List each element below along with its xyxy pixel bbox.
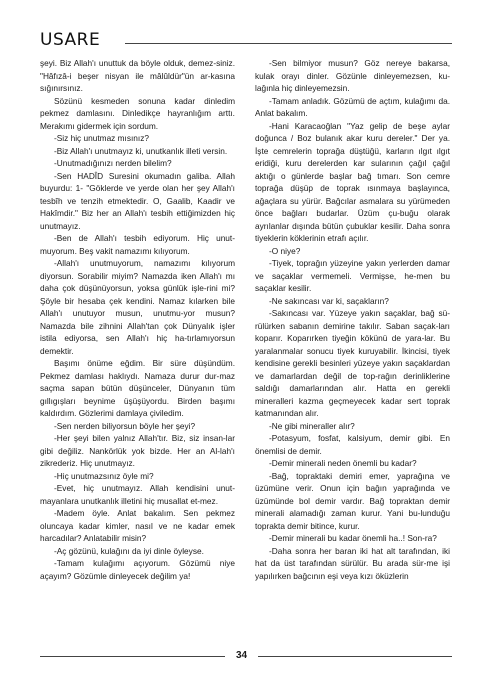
paragraph: -Demir minerali bu kadar önemli ha..! Son-ra? bbox=[269, 533, 437, 543]
page-footer bbox=[40, 649, 452, 663]
paragraph: -Evet, hiç unutmayız. Allah kendisini unut-mayanlara unutkanlık illetini hiç musallat et-mez. bbox=[40, 483, 235, 506]
paragraph: -Aç gözünü, kulağını da iyi dinle öyleyse. bbox=[54, 545, 204, 556]
paragraph: -Sen nerden biliyorsun böyle her şeyi? bbox=[54, 420, 196, 431]
paragraph: şeyi. Biz Allah'ı unuttuk da böyle olduk, demez-siniz. "Hâfızâ-i beşer nisyan ile mâlûldür"ün ar-kasına sığınırsınız. bbox=[40, 58, 235, 93]
paragraph: -Sen bilmiyor musun? Göz nereye bakarsa, kulak orayı dinler. Gözünle dinleyemezsen, ku-lağınla hiç dinleyemezsin. bbox=[255, 58, 450, 93]
paragraph: -Hiç unutmazsınız öyle mi? bbox=[54, 470, 154, 481]
running-header bbox=[40, 30, 452, 52]
paragraph: -Her şeyi bilen yalnız Allah'tır. Biz, siz insan-lar gibi değiliz. Nankörlük yok bizde. Her an Al-lah'ı zikrederiz. Hiç unutmayız. bbox=[40, 433, 235, 468]
paragraph: -Ne sakıncası var ki, saçakların? bbox=[269, 295, 389, 306]
paragraph: -Bağ, topraktaki demiri emer, yaprağına ve üzümüne verir. Onun için bağın yaprağında ve üzümünde bol demir vardır. Bağ topraktan demir minerali alamadığı zaman kurur. Yani bu-lunduğu toprakta demir bitince, kurur. bbox=[255, 470, 450, 531]
paragraph: -Unutmadığınızı nerden bilelim? bbox=[54, 158, 172, 168]
paragraph: -Potasyum, fosfat, kalsiyum, demir gibi. En önemlisi de demir. bbox=[255, 433, 450, 456]
header-rule bbox=[125, 43, 452, 44]
paragraph: -Ne gibi mineraller alır? bbox=[269, 420, 355, 431]
paragraph: -Madem öyle. Anlat bakalım. Sen pekmez oluncaya kadar kimler, nasıl ve ne kadar emek harcadılar? Anlatabilir misin? bbox=[40, 508, 235, 543]
paragraph: -Daha sonra her baran iki hat alt tarafından, iki hat da üst tarafından sürülür. Bu arada sür-me işi yapılırken bağcının eşi veya kızı öküzlerin bbox=[255, 545, 450, 581]
paragraph: -Tamam anladık. Gözümü de açtım, kulağımı da. Anlat bakalım. bbox=[255, 95, 450, 118]
left-column bbox=[40, 57, 235, 582]
paragraph: -Demir minerali neden önemli bu kadar? bbox=[269, 458, 417, 468]
paragraph: -Hani Karacaoğlan "Yaz gelip de beşe aylar doğunca / Boz bulanık akar kuru dereler." Der ya. İşte cemrelerin toprağa düştüğü, karların ılgıt ılgıt eridiği, kuru derelerden kar sularının çağıl çağıl aktığı o günlerde başlar bağ tımarı. Son cemre toprağa düşüp de toprak ısınmaya başlayınca, ağaçlara su yürür. Bağcılar asmalara su yürümeden önce bağları budarlar. Üzüm çu-buğu olarak ayrılanlar dışında bütün çubuklar kesilir. Daha sonra tiyeklerin köklerinin etrafı açılır. bbox=[255, 120, 450, 243]
paragraph: -Sakıncası var. Yüzeye yakın saçaklar, bağ sü-rülürken sabanın demirine takılır. Saban saçak-ları koparır. Koparırken tiyeğin kökünü de yara-lar. Bu yaralanmalar sonucu tiyek kuruyabilir. İkincisi, tiyek kendisine gerekli besinleri yüzeye yakın saçaklardan ve damarlardan değil de top-rağın derinliklerine saldığı damarlarından alır. Hatta en gerekli mineralleri kazma geçmeyecek kadar sert toprak katmanından alır. bbox=[255, 308, 450, 418]
footer-rule-right bbox=[258, 656, 452, 657]
magazine-brand: USARE bbox=[40, 30, 101, 50]
footer-rule-left bbox=[40, 656, 225, 657]
page-number: 34 bbox=[235, 650, 248, 661]
paragraph: Başımı önüme eğdim. Bir süre düşündüm. Pekmez damlası haklıydı. Namaza durur dur-maz saçma sapan bütün düşünceler, Dünyanın tüm gıllıgışları beynime üşüşüyordu. Birden başımı kaldırdım. Gözlerimi damlaya çiviledim. bbox=[40, 358, 235, 418]
paragraph: -Ben de Allah'ı tesbih ediyorum. Hiç unut-muyorum. Beş vakit namazımı kılıyorum. bbox=[40, 233, 235, 256]
paragraph: -Tiyek, toprağın yüzeyine yakın yerlerden damar ve saçaklar vermemeli. Vermişse, he-men bu saçaklar kesilir. bbox=[255, 258, 450, 293]
paragraph: -O niye? bbox=[269, 245, 301, 256]
paragraph: -Sen HADÎD Suresini okumadın galiba. Allah buyurdu: 1- "Göklerde ve yerde olan her şey Allah'ı tesbîh ve tenzih etmektedir. O, Gaalib, Kaadir ve Hakîmdir." Biz her an Allah'ı tesbih ettiğimizden hiç unutmayız. bbox=[40, 170, 235, 231]
paragraph: -Biz Allah'ı unutmayız ki, unutkanlık illeti versin. bbox=[54, 145, 228, 156]
paragraph: -Tamam kulağımı açıyorum. Gözümü niye açayım? Gözümle dinleyecek değilim ya! bbox=[40, 558, 235, 581]
right-column bbox=[255, 57, 450, 582]
paragraph: -Siz hiç unutmaz mısınız? bbox=[54, 133, 149, 143]
paragraph: Sözünü kesmeden sonuna kadar dinledim pekmez damlasını. Dinledikçe hayranlığım arttı. Merakımı gidermek için sordum. bbox=[40, 95, 235, 131]
paragraph: -Allah'ı unutmuyorum, namazımı kılıyorum diyorsun. Sorabilir miyim? Namazda iken Allah'ı mı daha çok düşünüyorsun, yoksa günlük işle-rini mi? Şöyle bir hesaba çek kendini. Namaz kılarken bile Allah'ı unutuyor musun, unutmu-yor musun? Namazda bile zihnini Allah'tan çok Dünyalık işler istila ediyorsa, sen Allah'ı hiç ha-tırlamıyorsun demektir. bbox=[40, 258, 235, 356]
